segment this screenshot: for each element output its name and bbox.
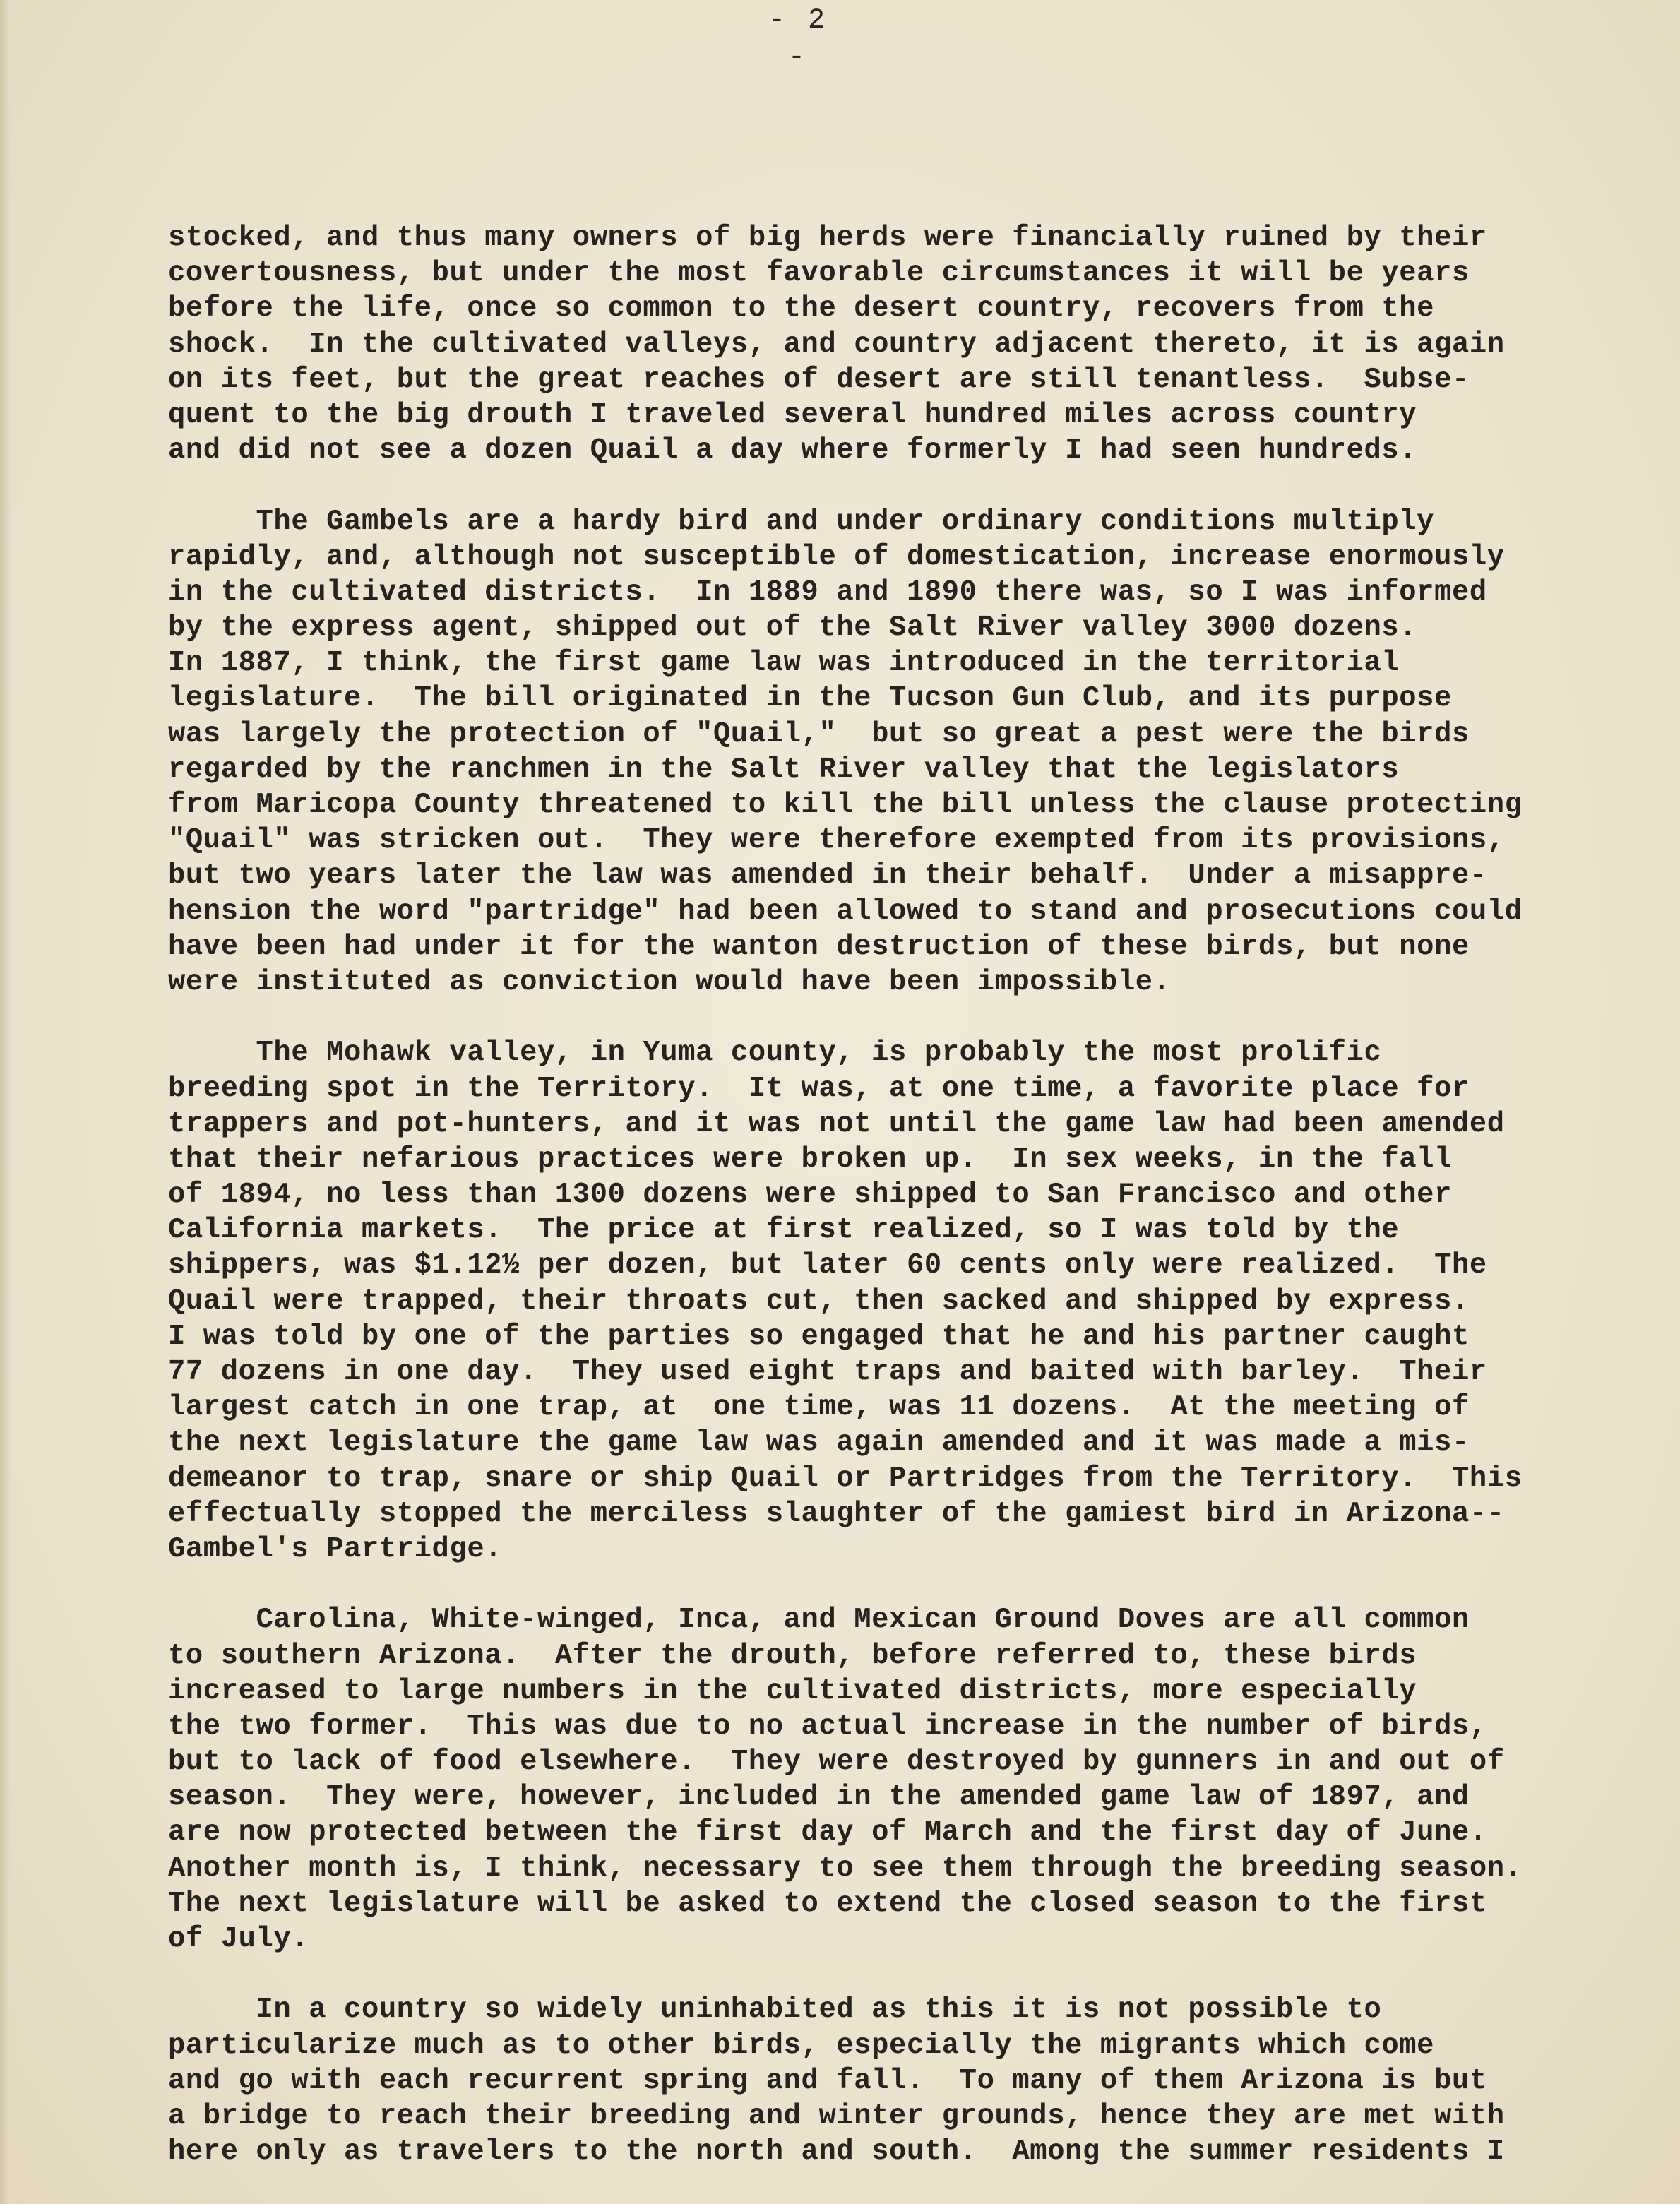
text-line: Quail were trapped, their throats cut, then sacked and shipped by express. — [168, 1285, 1470, 1318]
text-line: by the express agent, shipped out of the Salt River valley 3000 dozens. — [168, 612, 1417, 645]
text-line: and did not see a dozen Quail a day where formerly I had seen hundreds. — [168, 434, 1417, 467]
text-line: hension the word "partridge" had been allowed to stand and prosecutions could — [168, 895, 1523, 928]
text-line: The Mohawk valley, in Yuma county, is probably the most prolific — [168, 1037, 1382, 1070]
paragraph — [168, 1992, 1609, 2169]
text-line: regarded by the ranchmen in the Salt River valley that the legislators — [168, 753, 1400, 786]
text-line: "Quail" was stricken out. They were therefore exempted from its provisions, — [168, 824, 1505, 857]
text-line: trappers and pot-hunters, and it was not until the game law had been amended — [168, 1107, 1505, 1140]
text-line: demeanor to trap, snare or ship Quail or Partridges from the Territory. This — [168, 1462, 1523, 1495]
text-line: but two years later the law was amended in their behalf. Under a misappre- — [168, 859, 1487, 893]
text-line: season. They were, however, included in the amended game law of 1897, and — [168, 1781, 1470, 1814]
text-line: was largely the protection of "Quail," but so great a pest were the birds — [168, 717, 1470, 751]
text-line: Carolina, White-winged, Inca, and Mexican Ground Doves are all common — [168, 1604, 1470, 1637]
text-line: In a country so widely uninhabited as this it is not possible to — [168, 1994, 1382, 2027]
text-line: are now protected between the first day of March and the first day of June. — [168, 1816, 1487, 1849]
text-line: Another month is, I think, necessary to see them through the breeding season. — [168, 1852, 1523, 1885]
text-line: In 1887, I think, the first game law was introduced in the territorial — [168, 647, 1400, 680]
page-number: - 2 - — [768, 5, 828, 73]
text-line: Gambel's Partridge. — [168, 1532, 503, 1566]
paragraph — [168, 504, 1609, 1001]
text-line: on its feet, but the great reaches of desert are still tenantless. Subse- — [168, 363, 1470, 396]
text-line: I was told by one of the parties so engaged that he and his partner caught — [168, 1320, 1470, 1353]
text-line: quent to the big drouth I traveled several hundred miles across country — [168, 398, 1417, 431]
text-line: the next legislature the game law was again amended and it was made a mis- — [168, 1426, 1470, 1460]
text-line: breeding spot in the Territory. It was, at one time, a favorite place for — [168, 1072, 1470, 1105]
text-line: from Maricopa County threatened to kill the bill unless the clause protecting — [168, 789, 1523, 821]
paragraph — [168, 1602, 1609, 1957]
text-line: particularize much as to other birds, especially the migrants which come — [168, 2029, 1435, 2062]
text-line: The Gambels are a hardy bird and under ordinary conditions multiply — [168, 505, 1435, 538]
text-line: the two former. This was due to no actual increase in the number of birds, — [168, 1710, 1487, 1743]
text-line: before the life, once so common to the desert country, recovers from the — [168, 292, 1435, 326]
text-line: shock. In the cultivated valleys, and country adjacent thereto, it is again — [168, 328, 1505, 361]
text-line: 77 dozens in one day. They used eight traps and baited with barley. Their — [168, 1356, 1487, 1388]
text-line: largest catch in one trap, at one time, was 11 dozens. At the meeting of — [168, 1391, 1470, 1424]
text-line: but to lack of food elsewhere. They were destroyed by gunners in and out of — [168, 1746, 1505, 1779]
text-line: a bridge to reach their breeding and winter grounds, hence they are met with — [168, 2099, 1505, 2133]
text-line: in the cultivated districts. In 1889 and 1890 there was, so I was informed — [168, 576, 1487, 609]
text-line: of July. — [168, 1923, 309, 1955]
text-line: stocked, and thus many owners of big herds were financially ruined by their — [168, 222, 1487, 254]
paragraph — [168, 220, 1609, 468]
text-line: were instituted as conviction would have been impossible. — [168, 965, 1171, 999]
paragraph — [168, 1035, 1609, 1567]
text-line: effectually stopped the merciless slaughter of the gamiest bird in Arizona-- — [168, 1497, 1505, 1530]
text-line: here only as travelers to the north and south. Among the summer residents I — [168, 2136, 1505, 2169]
text-line: to southern Arizona. After the drouth, before referred to, these birds — [168, 1639, 1417, 1672]
body-text — [168, 220, 1609, 2204]
text-line: and go with each recurrent spring and fall. To many of them Arizona is but — [168, 2064, 1487, 2097]
text-line: of 1894, no less than 1300 dozens were shipped to San Francisco and other — [168, 1179, 1452, 1212]
text-line: rapidly, and, although not susceptible of domestication, increase enormously — [168, 540, 1505, 573]
text-line: shippers, was $1.12½ per dozen, but later 60 cents only were realized. The — [168, 1249, 1487, 1282]
text-line: California markets. The price at first realized, so I was told by the — [168, 1214, 1400, 1247]
page-edge-shadow — [0, 0, 10, 2204]
text-line: that their nefarious practices were broken up. In sex weeks, in the fall — [168, 1143, 1452, 1176]
text-line: legislature. The bill originated in the Tucson Gun Club, and its purpose — [168, 682, 1452, 715]
text-line: The next legislature will be asked to extend the closed season to the first — [168, 1887, 1487, 1920]
text-line: have been had under it for the wanton destruction of these birds, but none — [168, 930, 1470, 963]
text-line: increased to large numbers in the cultivated districts, more especially — [168, 1674, 1417, 1708]
text-line: covertousness, but under the most favorable circumstances it will be years — [168, 257, 1470, 290]
